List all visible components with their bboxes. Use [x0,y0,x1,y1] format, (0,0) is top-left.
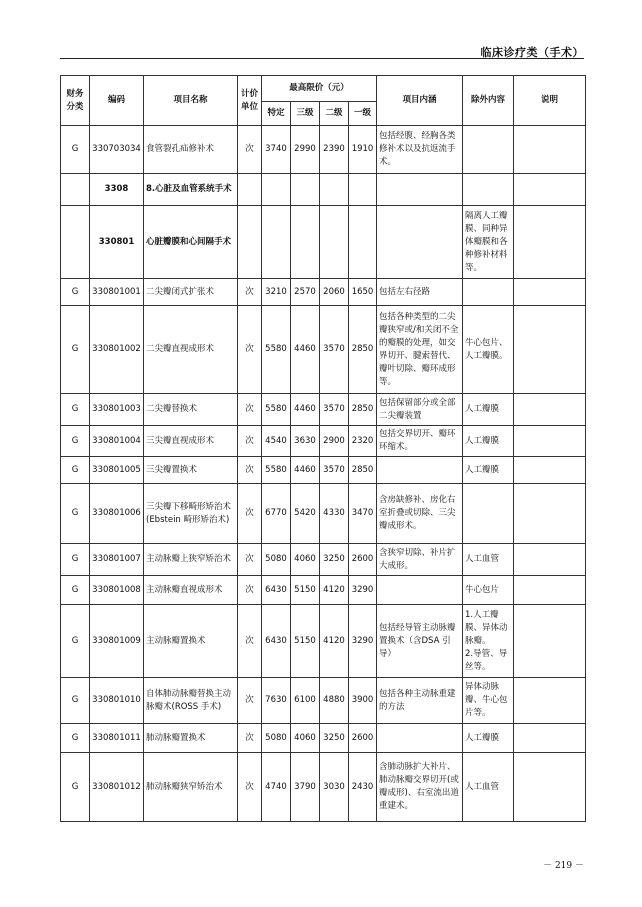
cell-level2: 3250 [320,544,349,576]
cell-exclusion: 人工血管 [463,753,514,822]
cell-level3: 2570 [291,279,320,306]
cell-level3: 3630 [291,426,320,457]
cell-content [377,724,463,753]
cell-code: 330801004 [90,426,144,457]
table-row [61,206,586,279]
cell-code: 330801012 [90,753,144,822]
cell-note [514,724,586,753]
cell-content [377,174,463,206]
cell-code: 330801011 [90,724,144,753]
cell-unit: 次 [238,544,262,576]
cell-note [514,279,586,306]
col-level3-header: 三级 [291,102,320,126]
cell-level1: 2850 [349,457,377,484]
col-price-group-header: 最高限价（元） [262,76,377,102]
cell-level1: 2320 [349,426,377,457]
cell-level2: 2390 [320,126,349,174]
page-header [0,0,642,62]
cell-level2: 4880 [320,678,349,724]
cell-level1: 3900 [349,678,377,724]
cell-unit: 次 [238,484,262,544]
cell-unit: 次 [238,724,262,753]
section-title: 临床诊疗类（手术） [480,46,584,59]
cell-unit [238,206,262,279]
cell-special: 5580 [262,394,291,426]
cell-content [377,206,463,279]
cell-note [514,753,586,822]
col-special-header: 特定 [262,102,291,126]
col-unit-header: 计价 单位 [238,76,262,126]
cell-exclusion: 人工血管 [463,544,514,576]
cell-category: G [61,724,90,753]
cell-code: 330801 [90,206,144,279]
cell-special: 5080 [262,544,291,576]
cell-note [514,576,586,605]
cell-category: G [61,753,90,822]
cell-note [514,457,586,484]
cell-note [514,426,586,457]
table-row [61,279,586,306]
cell-content: 包括经腹、经胸各类修补术以及抗返流手术。 [377,126,463,174]
cell-exclusion: 人工瓣膜 [463,394,514,426]
cell-unit: 次 [238,279,262,306]
cell-category: G [61,457,90,484]
cell-level1 [349,206,377,279]
cell-level1: 2430 [349,753,377,822]
cell-unit: 次 [238,306,262,394]
cell-exclusion [463,279,514,306]
cell-note [514,206,586,279]
cell-level3 [291,174,320,206]
cell-level1: 2850 [349,394,377,426]
cell-name: 自体肺动脉瓣替换主动脉瓣术(ROSS 手术) [144,678,238,724]
cell-exclusion [463,484,514,544]
cell-special: 4740 [262,753,291,822]
cell-code: 330703034 [90,126,144,174]
cell-note [514,544,586,576]
table-row [61,753,586,822]
cell-category: G [61,605,90,678]
cell-level3: 3790 [291,753,320,822]
cell-level1: 2600 [349,724,377,753]
cell-unit: 次 [238,426,262,457]
cell-name: 心脏瓣膜和心间隔手术 [144,206,238,279]
cell-exclusion [463,126,514,174]
table-row [61,678,586,724]
cell-level3: 6100 [291,678,320,724]
cell-name: 二尖瓣直视成形术 [144,306,238,394]
cell-content: 含狭窄切除、补片扩大成形。 [377,544,463,576]
cell-name: 主动脉瓣直视成形术 [144,576,238,605]
cell-code: 330801009 [90,605,144,678]
col-category-header: 财务 分类 [61,76,90,126]
cell-code: 330801008 [90,576,144,605]
cell-special: 7630 [262,678,291,724]
cell-exclusion: 牛心包片 [463,576,514,605]
cell-level3: 4460 [291,306,320,394]
cell-level3: 5420 [291,484,320,544]
cell-name: 主动脉瓣上狭窄矫治术 [144,544,238,576]
cell-level1: 3470 [349,484,377,544]
cell-level2: 4120 [320,576,349,605]
cell-unit: 次 [238,576,262,605]
cell-code: 330801005 [90,457,144,484]
cell-unit [238,174,262,206]
cell-content [377,457,463,484]
cell-name: 8.心脏及血管系统手术 [144,174,238,206]
cell-code: 330801006 [90,484,144,544]
table-body [61,126,586,822]
cell-content: 包括保留部分或全部二尖瓣装置 [377,394,463,426]
cell-note [514,306,586,394]
cell-level3: 4060 [291,724,320,753]
cell-special: 6430 [262,605,291,678]
cell-code: 330801002 [90,306,144,394]
cell-name: 三尖瓣直视成形术 [144,426,238,457]
cell-category: G [61,394,90,426]
cell-content: 包括各种类型的二尖瓣狭窄或/和关闭不全的瓣膜的处理，如交界切开、腱索替代、瓣叶切除、瓣环成形等。 [377,306,463,394]
cell-note [514,126,586,174]
cell-level2: 3030 [320,753,349,822]
cell-exclusion: 人工瓣膜 [463,457,514,484]
table-row [61,394,586,426]
cell-category: G [61,426,90,457]
cell-content: 包括各种主动脉重建的方法 [377,678,463,724]
col-code-header: 编码 [90,76,144,126]
cell-unit: 次 [238,126,262,174]
cell-level2: 2900 [320,426,349,457]
cell-special [262,206,291,279]
cell-unit: 次 [238,753,262,822]
cell-name: 三尖瓣下移畸形矫治术(Ebstein 畸形矫治术) [144,484,238,544]
cell-exclusion: 人工瓣膜 [463,426,514,457]
cell-level1: 1910 [349,126,377,174]
cell-code: 3308 [90,174,144,206]
cell-level2: 4330 [320,484,349,544]
cell-unit: 次 [238,605,262,678]
price-table [60,75,586,822]
col-level2-header: 二级 [320,102,349,126]
cell-category: G [61,484,90,544]
cell-special: 6430 [262,576,291,605]
cell-note [514,394,586,426]
cell-code: 330801007 [90,544,144,576]
cell-exclusion: 牛心包片、人工瓣膜。 [463,306,514,394]
cell-content: 含房缺修补、房化右室折叠或切除、三尖瓣成形术。 [377,484,463,544]
cell-category [61,206,90,279]
table-row [61,724,586,753]
cell-category: G [61,544,90,576]
table-row [61,174,586,206]
table-row [61,306,586,394]
cell-category: G [61,306,90,394]
cell-name: 三尖瓣置换术 [144,457,238,484]
col-content-header: 项目内涵 [377,76,463,126]
cell-exclusion: 隔离人工瓣膜、同种异体瓣膜和各种修补材料等。 [463,206,514,279]
cell-content: 包括左右径路 [377,279,463,306]
cell-level1: 2600 [349,544,377,576]
header-rule [60,58,584,59]
col-exclusion-header: 除外内容 [463,76,514,126]
cell-category: G [61,126,90,174]
cell-level3: 5150 [291,605,320,678]
table-row [61,426,586,457]
cell-level1: 2850 [349,306,377,394]
cell-level2 [320,206,349,279]
cell-code: 330801010 [90,678,144,724]
cell-name: 肺动脉瓣置换术 [144,724,238,753]
cell-name: 食管裂孔疝修补术 [144,126,238,174]
cell-name: 肺动脉瓣狭窄矫治术 [144,753,238,822]
cell-special: 5080 [262,724,291,753]
table-row [61,484,586,544]
cell-level1 [349,174,377,206]
cell-special: 6770 [262,484,291,544]
table-row [61,457,586,484]
cell-level3: 4060 [291,544,320,576]
cell-unit: 次 [238,678,262,724]
page-number: － 219 － [543,861,584,871]
cell-level2: 2060 [320,279,349,306]
cell-unit: 次 [238,394,262,426]
cell-level3: 4460 [291,394,320,426]
cell-exclusion [463,174,514,206]
table-row [61,605,586,678]
cell-category: G [61,678,90,724]
cell-category [61,174,90,206]
cell-content: 包括交界切开、瓣环环缩术。 [377,426,463,457]
cell-level2: 3250 [320,724,349,753]
cell-content: 包括经导管主动脉瓣置换术（含DSA 引导） [377,605,463,678]
cell-content [377,576,463,605]
table-row [61,126,586,174]
cell-name: 主动脉瓣置换术 [144,605,238,678]
cell-level2: 4120 [320,605,349,678]
cell-level2: 3570 [320,457,349,484]
cell-code: 330801003 [90,394,144,426]
cell-note [514,484,586,544]
table-row [61,544,586,576]
cell-special: 5580 [262,306,291,394]
cell-level2 [320,174,349,206]
cell-exclusion: 1.人工瓣膜、异体动脉瓣。 2.导管、导丝等。 [463,605,514,678]
cell-category: G [61,279,90,306]
cell-exclusion: 异体动脉瓣、牛心包片等。 [463,678,514,724]
cell-note [514,174,586,206]
col-level1-header: 一级 [349,102,377,126]
cell-level2: 3570 [320,306,349,394]
cell-category: G [61,576,90,605]
cell-level3 [291,206,320,279]
cell-content: 含肺动脉扩大补片、肺动脉瓣交界切开(或瓣成形)、右室流出道重建术。 [377,753,463,822]
cell-note [514,678,586,724]
cell-exclusion: 人工瓣膜 [463,724,514,753]
cell-level1: 3290 [349,576,377,605]
col-name-header: 项目名称 [144,76,238,126]
cell-special [262,174,291,206]
cell-special: 4540 [262,426,291,457]
cell-special: 3210 [262,279,291,306]
cell-level3: 4460 [291,457,320,484]
cell-special: 5580 [262,457,291,484]
cell-level2: 3570 [320,394,349,426]
cell-level1: 3290 [349,605,377,678]
cell-note [514,605,586,678]
cell-unit: 次 [238,457,262,484]
cell-name: 二尖瓣替换术 [144,394,238,426]
table-row [61,576,586,605]
cell-level3: 5150 [291,576,320,605]
cell-code: 330801001 [90,279,144,306]
cell-special: 3740 [262,126,291,174]
col-note-header: 说明 [514,76,586,126]
cell-level1: 1650 [349,279,377,306]
cell-name: 二尖瓣闭式扩张术 [144,279,238,306]
cell-level3: 2990 [291,126,320,174]
